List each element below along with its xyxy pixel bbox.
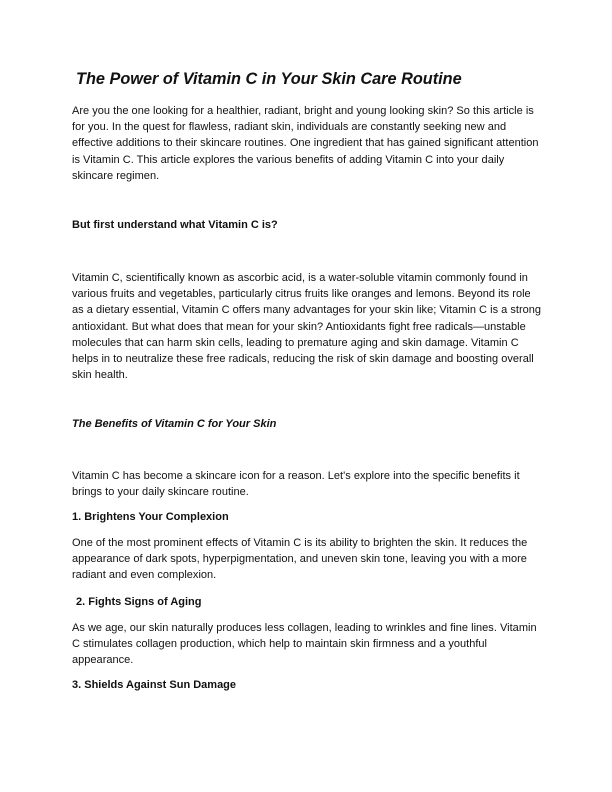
benefit-heading-sun-damage: 3. Shields Against Sun Damage (72, 679, 237, 691)
benefit-heading-aging: 2. Fights Signs of Aging (76, 596, 202, 608)
benefit-body-brightens: One of the most prominent effects of Vitamin C is its ability to brighten the skin. It reduces the appearance of dark spots, hyperpigmentation, and uneven skin tone, leaving you with a more radiant and even complexion. (72, 537, 528, 582)
vitamin-c-definition-paragraph: Vitamin C, scientifically known as ascorbic acid, is a water-soluble vitamin commonly found in various fruits and vegetables, particularly citrus fruits like oranges and lemons. Beyond its role as a dietary essential, Vitamin C offers many advantages for your skin like; Vitamin C is a strong antioxidant. But what does that mean for your skin? Antioxidants fight free radicals—unstable molecules that can harm skin cells, leading to premature aging and skin damage. Vitamin C helps in to neutralize these free radicals, reducing the risk of skin damage and boosting overall skin health. (72, 272, 542, 382)
section-heading-benefits: The Benefits of Vitamin C for Your Skin (72, 418, 277, 430)
page-title: The Power of Vitamin C in Your Skin Care Routine (76, 70, 462, 88)
benefit-heading-brightens: 1. Brightens Your Complexion (72, 511, 229, 523)
intro-paragraph: Are you the one looking for a healthier, radiant, bright and young looking skin? So this article is for you. In the quest for flawless, radiant skin, individuals are constantly seeking new and effective additions to their skincare routines. One ingredient that has gained significant attention is Vitamin C. This article explores the various benefits of adding Vitamin C into your daily skincare regimen. (72, 105, 539, 182)
benefit-body-aging: As we age, our skin naturally produces less collagen, leading to wrinkles and fine lines. Vitamin C stimulates collagen production, which help to maintain skin firmness and a youthful appearance. (72, 622, 537, 667)
benefits-intro-paragraph: Vitamin C has become a skincare icon for a reason. Let's explore into the specific benefits it brings to your daily skincare routine. (72, 470, 520, 499)
section-heading-what-is-vitamin-c: But first understand what Vitamin C is? (72, 219, 278, 231)
